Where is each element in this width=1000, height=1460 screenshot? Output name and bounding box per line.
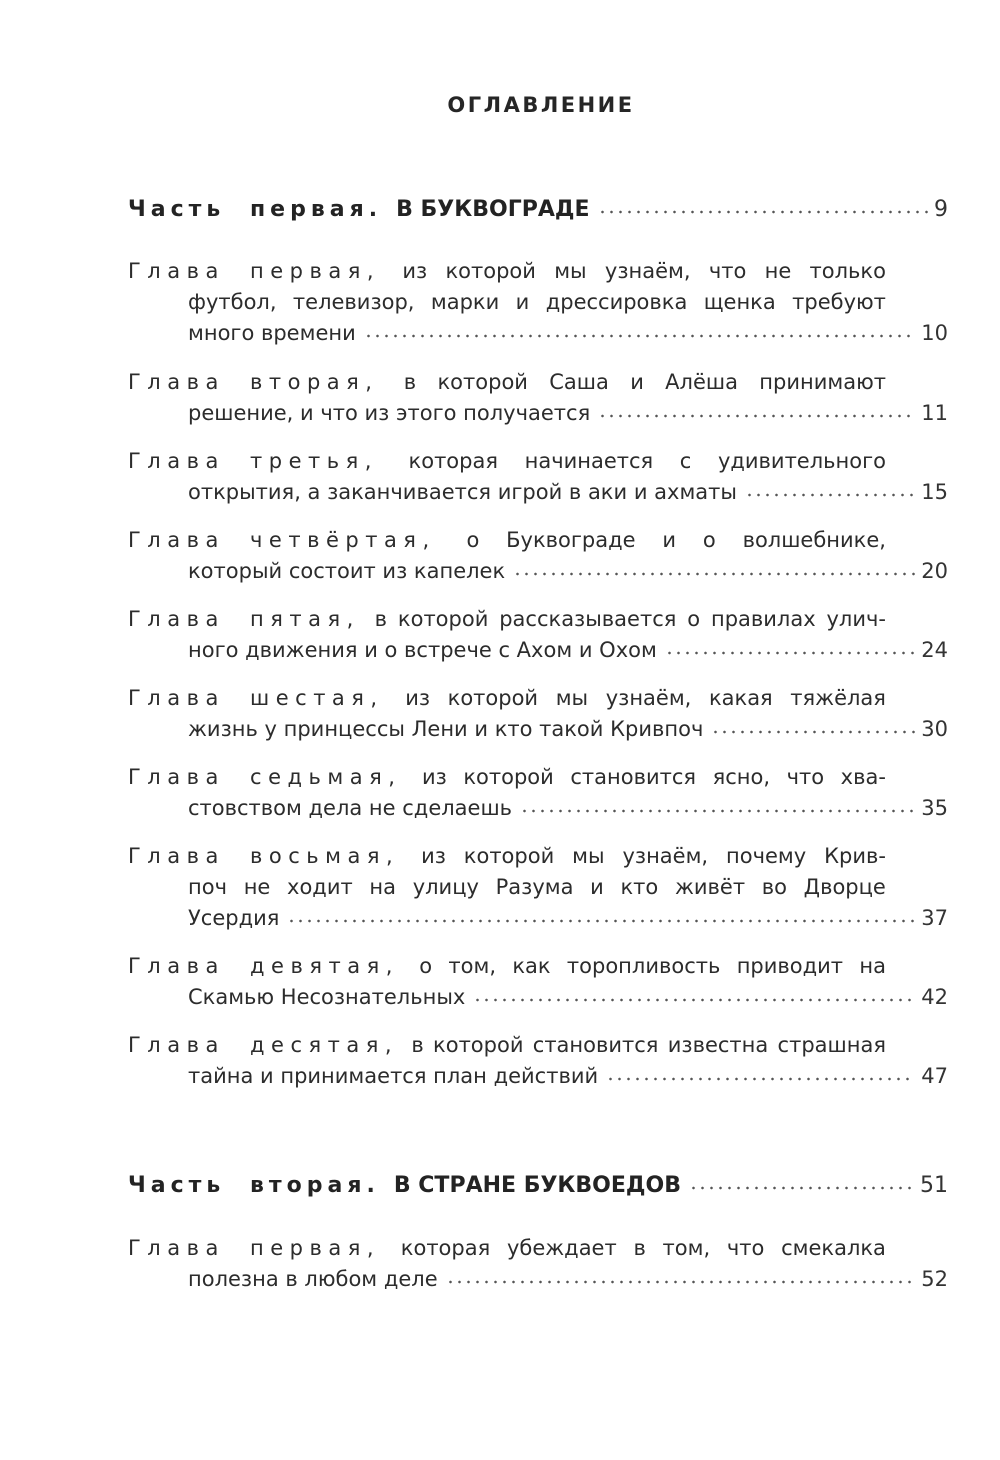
chapter-last-text: Скамью Несознательных [188,985,466,1009]
chapter-word: в [374,607,388,631]
dot-leader [606,1075,915,1083]
chapter-word: о [466,528,480,552]
chapter-last-text: Усердия [188,906,280,930]
page-number: 10 [921,321,948,345]
chapter-first-line [128,604,886,635]
chapter-label: Глава восьмая, [128,844,400,868]
page-number: 47 [921,1064,948,1088]
page-number: 15 [921,480,948,504]
toc-chapter-entry[interactable] [128,525,948,587]
chapter-word: Дворце [803,875,886,899]
chapter-word: в [411,1033,424,1057]
chapter-word: мы [555,686,589,710]
chapter-word: улич- [826,607,886,631]
toc-chapter-entry[interactable] [128,683,948,745]
page-number: 35 [921,796,948,820]
chapter-word: о [702,528,716,552]
chapter-word: о [419,954,433,978]
chapter-word: марки [430,290,500,314]
chapter-word: с [679,449,692,473]
chapter-last-text: открытия, а заканчивается игрой в аки и ахматы [188,480,737,504]
toc-chapter-entry[interactable] [128,951,948,1013]
chapter-word: что [786,765,825,789]
chapter-first-line [128,367,886,398]
chapter-word: становится [570,765,697,789]
toc-part-heading[interactable] [128,1170,948,1202]
chapter-word: как [512,954,551,978]
chapter-word: которой [445,259,536,283]
chapter-word: только [809,259,886,283]
chapter-first-line [128,1030,886,1061]
chapter-word: живёт [674,875,746,899]
part-line [128,194,948,226]
chapter-word: приводит [736,954,844,978]
chapter-word: из [421,844,446,868]
chapter-last-text: жизнь у принцессы Лени и кто такой Кривпоч [188,717,704,741]
chapter-word: которой [397,607,489,631]
toc-part-heading[interactable] [128,194,948,226]
part-name: В СТРАНЕ БУКВОЕДОВ [393,1173,681,1198]
toc-chapter-entry[interactable] [128,1030,948,1092]
chapter-label: Глава седьмая, [128,765,402,789]
part-line [128,1170,948,1202]
page-number: 37 [921,906,948,930]
chapter-word: том, [448,954,497,978]
page-number: 24 [921,638,948,662]
chapter-label: Глава первая, [128,1236,381,1260]
chapter-word: Крив- [824,844,886,868]
chapter-word: тяжёлая [790,686,886,710]
chapter-word: которой [463,844,555,868]
chapter-first-line [128,446,886,477]
dot-leader [473,996,915,1004]
chapter-word: из [405,686,431,710]
chapter-first-line [128,841,886,872]
chapter-last-text: полезна в любом деле [188,1267,438,1291]
chapter-word: ясно, [712,765,771,789]
chapter-last-line [128,903,948,934]
chapter-word: на [369,875,397,899]
chapter-last-line [128,793,948,824]
chapter-word: из [402,259,428,283]
toc-chapter-entry[interactable] [128,367,948,429]
page-number: 42 [921,985,948,1009]
chapter-first-line [128,1233,886,1264]
dot-leader [711,728,915,736]
chapter-word: Разума [495,875,574,899]
chapter-first-line [128,683,886,714]
chapter-word: торопливость [566,954,721,978]
chapter-word: известна [667,1033,769,1057]
chapter-last-text: решение, и что из этого получается [188,401,591,425]
chapter-word: которой [463,765,554,789]
chapter-label: Глава вторая, [128,370,379,394]
chapter-last-line [128,714,948,745]
chapter-word: рассказывается [499,607,677,631]
chapter-word: правилах [710,607,816,631]
chapter-middle-line [128,287,886,318]
chapter-word: волшебнике, [742,528,886,552]
chapter-word: которая [408,449,498,473]
chapter-word: о [687,607,701,631]
chapter-first-line [128,951,886,982]
chapter-word: из [421,765,447,789]
chapter-label: Глава четвёртая, [128,528,436,552]
chapter-word: почему [726,844,807,868]
chapter-word: и [590,875,604,899]
chapter-label: Глава десятая, [128,1033,399,1057]
chapter-word: страшная [777,1033,886,1057]
chapter-last-line [128,982,948,1013]
page-number: 9 [934,197,948,222]
chapter-word: в [633,1236,646,1260]
chapter-word: которой [437,370,528,394]
chapter-word: не [243,875,271,899]
chapter-last-text: который состоит из капелек [188,559,506,583]
chapter-word: принимают [759,370,886,394]
chapter-word: которой [433,1033,524,1057]
chapter-word: узнаём, [604,259,691,283]
chapter-word: и [630,370,644,394]
chapter-word: удивительного [717,449,886,473]
chapter-word: смекалка [781,1236,886,1260]
chapter-last-line [128,556,948,587]
chapter-word: щенка [703,290,776,314]
dot-leader [598,412,915,420]
chapter-word: и [515,290,530,314]
chapter-word: которая [400,1236,491,1260]
chapter-label: Глава шестая, [128,686,384,710]
chapter-label: Глава первая, [128,259,381,283]
chapter-first-line [128,525,886,556]
chapter-word: футбол, [188,290,277,314]
chapter-word: какая [708,686,773,710]
chapter-word: что [708,259,747,283]
toc-chapter-entry[interactable] [128,256,948,349]
toc-chapter-entry[interactable] [128,446,948,508]
chapter-last-text: тайна и принимается план действий [188,1064,599,1088]
chapter-word: кто [620,875,659,899]
chapter-word: мы [572,844,605,868]
chapter-last-line [128,318,948,349]
chapter-label: Глава третья, [128,449,378,473]
part-label: Часть вторая. [128,1173,380,1198]
toc-chapter-entry[interactable] [128,1233,948,1295]
chapter-word: ходит [287,875,353,899]
chapter-word: Буквограде [506,528,636,552]
page-number: 11 [921,401,948,425]
chapter-word: не [764,259,792,283]
chapter-middle-line [128,872,886,903]
chapter-word: улицу [412,875,479,899]
chapter-label: Глава пятая, [128,607,360,631]
chapter-last-line [128,398,948,429]
dot-leader [520,807,915,815]
page-number: 52 [921,1267,948,1291]
chapter-word: дрессировка [545,290,688,314]
dot-leader [745,491,915,499]
chapter-last-text: стовством дела не сделаешь [188,796,513,820]
chapter-last-line [128,477,948,508]
chapter-word: Саша [549,370,609,394]
dot-leader [598,208,928,216]
chapter-word: мы [554,259,587,283]
chapter-last-line [128,1264,948,1295]
chapter-word: узнаём, [622,844,709,868]
chapter-word: поч [188,875,227,899]
toc-chapter-entry[interactable] [128,762,948,824]
dot-leader [364,332,916,340]
dot-leader [665,649,915,657]
dot-leader [446,1278,916,1286]
chapter-last-line [128,1061,948,1092]
part-label: Часть первая. [128,197,383,222]
chapter-word: требуют [792,290,886,314]
chapter-word: на [859,954,886,978]
chapter-word: телевизор, [292,290,415,314]
chapter-word: узнаём, [605,686,692,710]
toc-chapter-entry[interactable] [128,841,948,934]
chapter-word: и [662,528,677,552]
dot-leader [513,570,915,578]
toc-title: ОГЛАВЛЕНИЕ [447,93,635,117]
toc-chapter-entry[interactable] [128,604,948,666]
chapter-word: во [761,875,787,899]
page-number: 20 [921,559,948,583]
chapter-last-line [128,635,948,666]
chapter-word: в [403,370,417,394]
chapter-word: начинается [524,449,654,473]
part-name: В БУКВОГРАДЕ [396,197,590,222]
page-number: 51 [920,1173,948,1198]
chapter-label: Глава девятая, [128,954,399,978]
chapter-word: которой [447,686,539,710]
chapter-first-line [128,762,886,793]
chapter-last-text: ного движения и о встрече с Ахом и Охом [188,638,657,662]
chapter-word: хва- [840,765,886,789]
page-number: 30 [921,717,948,741]
chapter-first-line [128,256,886,287]
chapter-word: том, [662,1236,711,1260]
chapter-word: убеждает [506,1236,617,1260]
dot-leader [689,1184,914,1192]
chapter-word: Алёша [665,370,738,394]
chapter-word: становится [532,1033,659,1057]
chapter-word: что [726,1236,765,1260]
dot-leader [287,917,915,925]
chapter-last-text: много времени [188,321,356,345]
